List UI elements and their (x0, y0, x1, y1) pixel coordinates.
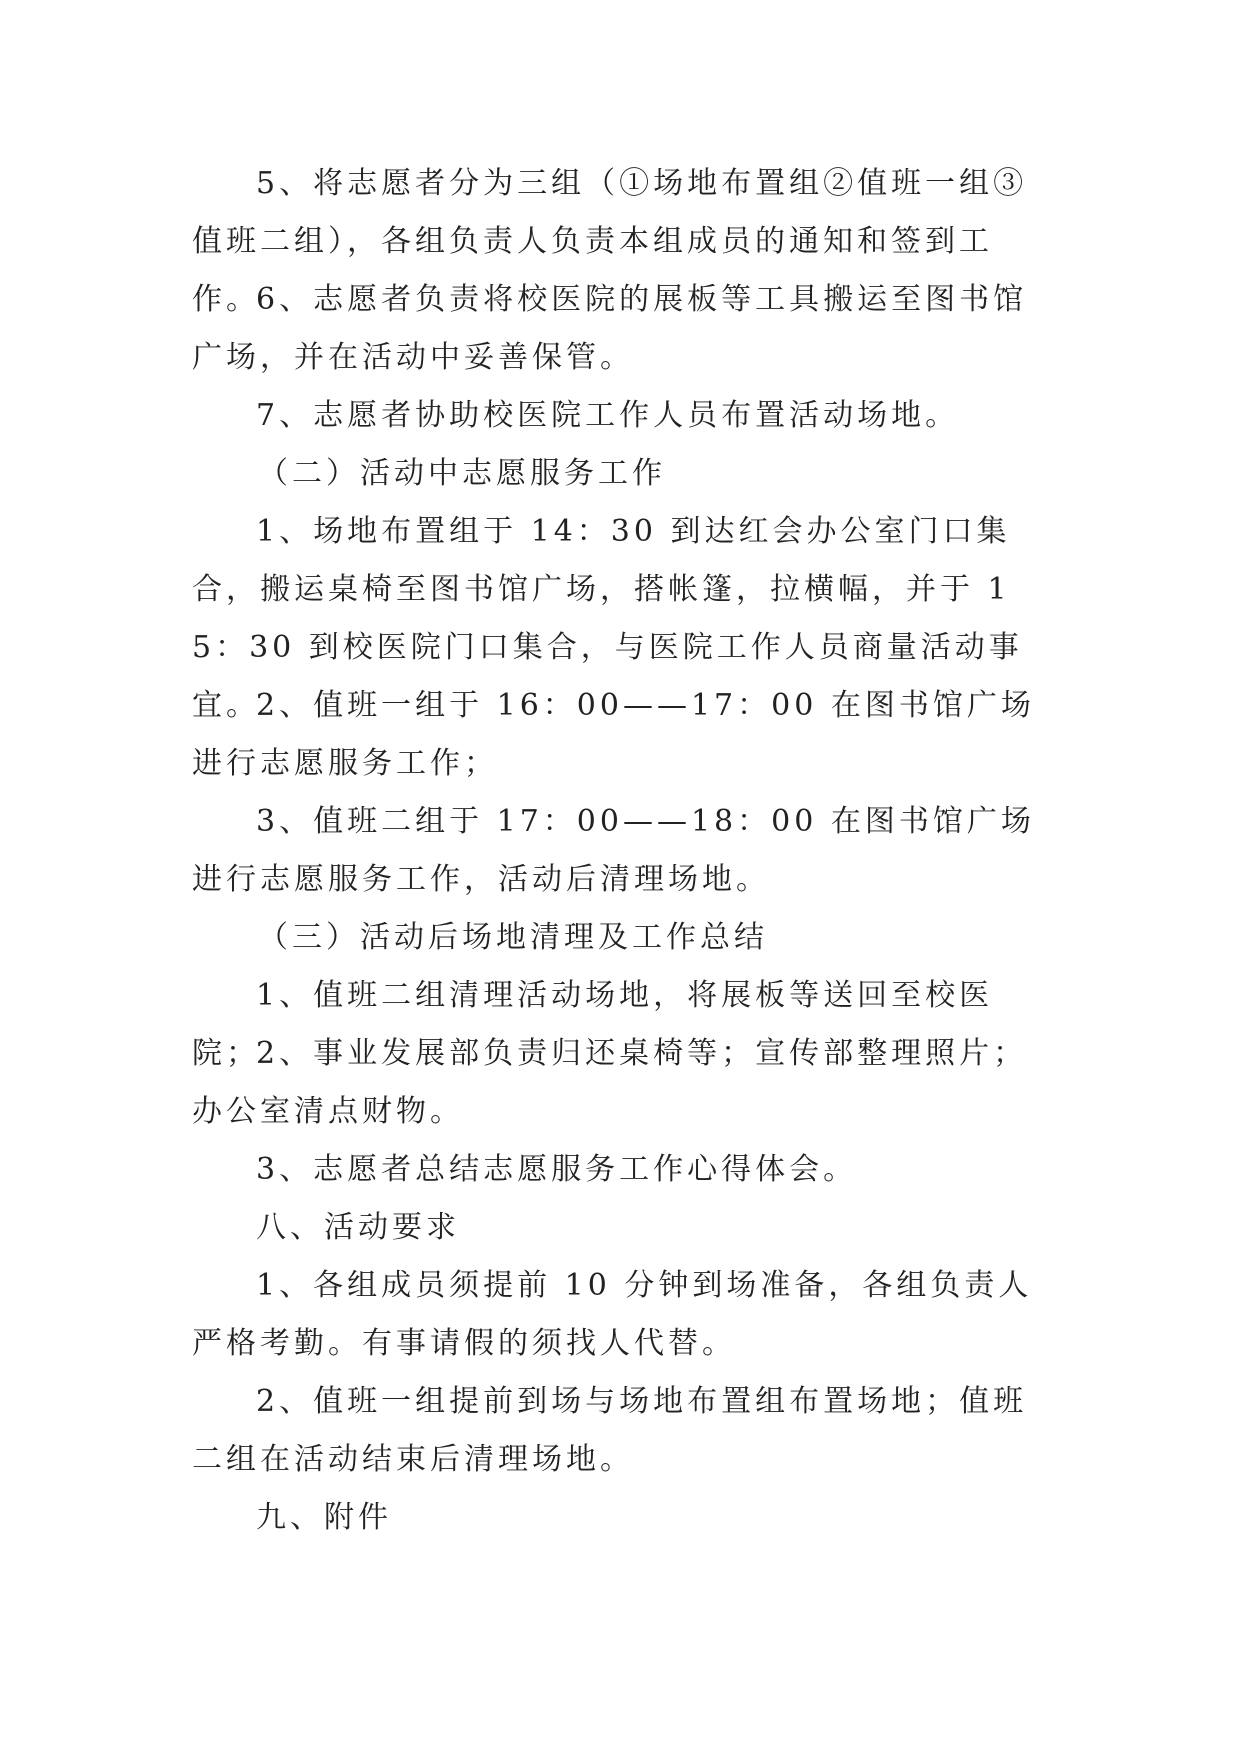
paragraph-setup-group: 1、场地布置组于 14：30 到达红会办公室门口集合，搬运桌椅至图书馆广场，搭帐篷，拉横幅，并于 15：30 到校医院门口集合，与医院工作人员商量活动事宜。 (192, 514, 1023, 723)
paragraph-duty-group-1: 2、值班一组于 16：00——17：00 在图书馆广场进行志愿服务工作； (192, 688, 1035, 781)
paragraph-summary: 3、志愿者总结志愿服务工作心得体会。 (256, 1152, 858, 1187)
paragraph-requirement-2: 2、值班一组提前到场与场地布置组布置场地；值班二组在活动结束后清理场地。 (192, 1384, 1028, 1477)
paragraph-duty-group-2: 3、值班二组于 17：00——18：00 在图书馆广场进行志愿服务工作，活动后清理场地。 (192, 804, 1035, 897)
paragraph-item-7: 7、志愿者协助校医院工作人员布置活动场地。 (256, 398, 960, 433)
paragraph-cleanup: 1、值班二组清理活动场地，将展板等送回至校医院； (192, 978, 994, 1071)
section-heading-3: （三）活动后场地清理及工作总结 (258, 920, 768, 955)
paragraph-item-5: 5、将志愿者分为三组（①场地布置组②值班一组③值班二组），各组负责人负责本组成员的通知和签到工作。 (192, 166, 1028, 317)
paragraph-item-6: 6、志愿者负责将校医院的展板等工具搬运至图书馆广场，并在活动中妥善保管。 (192, 282, 1028, 375)
paragraph-requirement-1: 1、各组成员须提前 10 分钟到场准备，各组负责人严格考勤。有事请假的须找人代替。 (192, 1268, 1033, 1361)
section-heading-9: 九、附件 (256, 1500, 392, 1535)
section-heading-2: （二）活动中志愿服务工作 (258, 456, 666, 491)
paragraph-return-items: 2、事业发展部负责归还桌椅等；宣传部整理照片；办公室清点财物。 (192, 1036, 1028, 1129)
section-heading-8: 八、活动要求 (256, 1210, 460, 1245)
